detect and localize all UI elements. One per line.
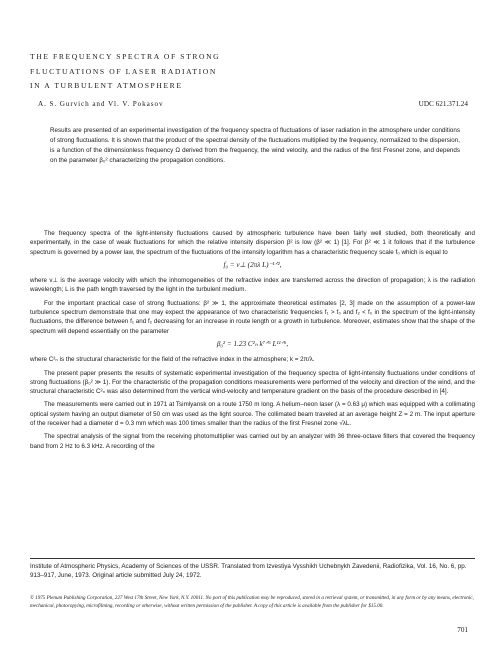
- authors: A. S. Gurvich and Vl. V. Pokasov: [38, 100, 164, 108]
- paragraph: where C²ₙ is the structural characteristic for the field of the refractive index in the atmosphere; k = 2π/λ.: [30, 356, 315, 364]
- paragraph: The spectral analysis of the signal from the receiving photomultiplier was carried out by an analyzer with 36 three-octave filters that covered the frequency band from 2 Hz to 6.3 kHz. A recording of the: [30, 433, 475, 450]
- title-line-3: IN A TURBULENT ATMOSPHERE: [30, 81, 183, 90]
- paragraph: where v⊥ is the average velocity with which the inhomogeneities of the refractive index are transferred across the direction of propagation; λ is the radiation wavelength; L is the path length traversed by the light in the turbulent medium.: [30, 277, 475, 294]
- udc-code: UDC 621.371.24: [418, 100, 468, 108]
- paragraph: The measurements were carried out in 1971 at Tsimlyansk on a route 1750 m long. A helium–neon laser (λ = 0.63 μ) which was equipped with a collimating optical system having an output diameter of 50 cm was used as the light source. The collimated beam traveled at an average height Z = 2 m. The input aperture of the receiver had a diameter d = 0.3 mm which was 100 times smaller than the radius of the first Fresnel zone √λL.: [30, 401, 475, 428]
- abstract: Results are presented of an experimental investigation of the frequency spectra of fluctuations of laser radiation in the atmosphere under conditions of strong fluctuations. It is shown that the product of the spectral density of the fluctuations multiplied by the frequency, normalized to the dispersion, is a function of the dimensionless frequency Ω derived from the frequency, the wind velocity, and the radius of the first Fresnel zone, and depends on the parameter β₀² characterizing the propagation conditions.: [50, 127, 460, 165]
- article-title: [30, 50, 470, 94]
- equation-f0: f₀ = v⊥ (2πλ L)⁻¹ᐟ²,: [223, 260, 282, 269]
- footnote-divider: [30, 558, 475, 559]
- paragraph: The frequency spectra of the light-intensity fluctuations caused by atmospheric turbulence have been fairly well studied, both theoretically and experimentally, in the case of weak fluctuations for which the relative intensity dispersion β² is low (β² ≪ 1) [1]. For β² ≪ 1 it follows that if the turbulence spectrum is governed by a power law, the spectrum of the fluctuations of the intensity logarithm has a characteristic frequency scale f₀ which is equal to: [30, 230, 475, 256]
- copyright-notice: © 1975 Plenum Publishing Corporation, 227 West 17th Street, New York, N.Y. 10011. No part of this publication may be reproduced, stored in a retrieval system, or transmitted, in any form or by any means, electronic, mechanical, photocopying, microfilming, recording or otherwise, without written permission of the publisher. A copy of this article is available from the publisher for $15.00.: [30, 595, 474, 609]
- paragraph: The present paper presents the results of systematic experimental investigation of the frequency spectra of light-intensity fluctuations under conditions of strong fluctuations (β₀² ≫ 1). For the characteristic of the propagation conditions measurements were performed of the velocity and direction of the wind, and the structural characteristic C²ₙ was also determined from the vertical wind-velocity and temperature gradient on the basis of the procedure described in [4].: [30, 369, 475, 396]
- page-number: 701: [457, 626, 468, 634]
- title-line-2: FLUCTUATIONS OF LASER RADIATION: [30, 66, 217, 76]
- article-body: [30, 229, 475, 455]
- paragraph: For the important practical case of strong fluctuations: β² ≫ 1, the approximate theoretical estimates [2, 3] made on the assumption of a power-law turbulence spectrum demonstrate that one may expect the appearance of two characteristic frequencies f₁ > f₀ and f₂ < f₀ in the spectrum of the light-intensity fluctuations, the difference between f₁ and f₂ decreasing for an increase in route length or a growth in turbulence. Moreover, estimates show that the shape of the spectrum will depend essentially on the parameter: [30, 299, 475, 335]
- equation-beta0: β₀² = 1.23 C²ₙ k⁷ᐟ⁶ L¹¹ᐟ⁶,: [216, 339, 289, 348]
- title-line-1: THE FREQUENCY SPECTRA OF STRONG: [30, 52, 221, 61]
- affiliation-footnote: Institute of Atmospheric Physics, Academy of Sciences of the USSR. Translated from Izvestiya Vysshikh Uchebnykh Zavedenii, Radiofizika, Vol. 16, No. 6, pp. 913–917, June, 1973. Original article submitted July 24, 1972.: [30, 563, 467, 580]
